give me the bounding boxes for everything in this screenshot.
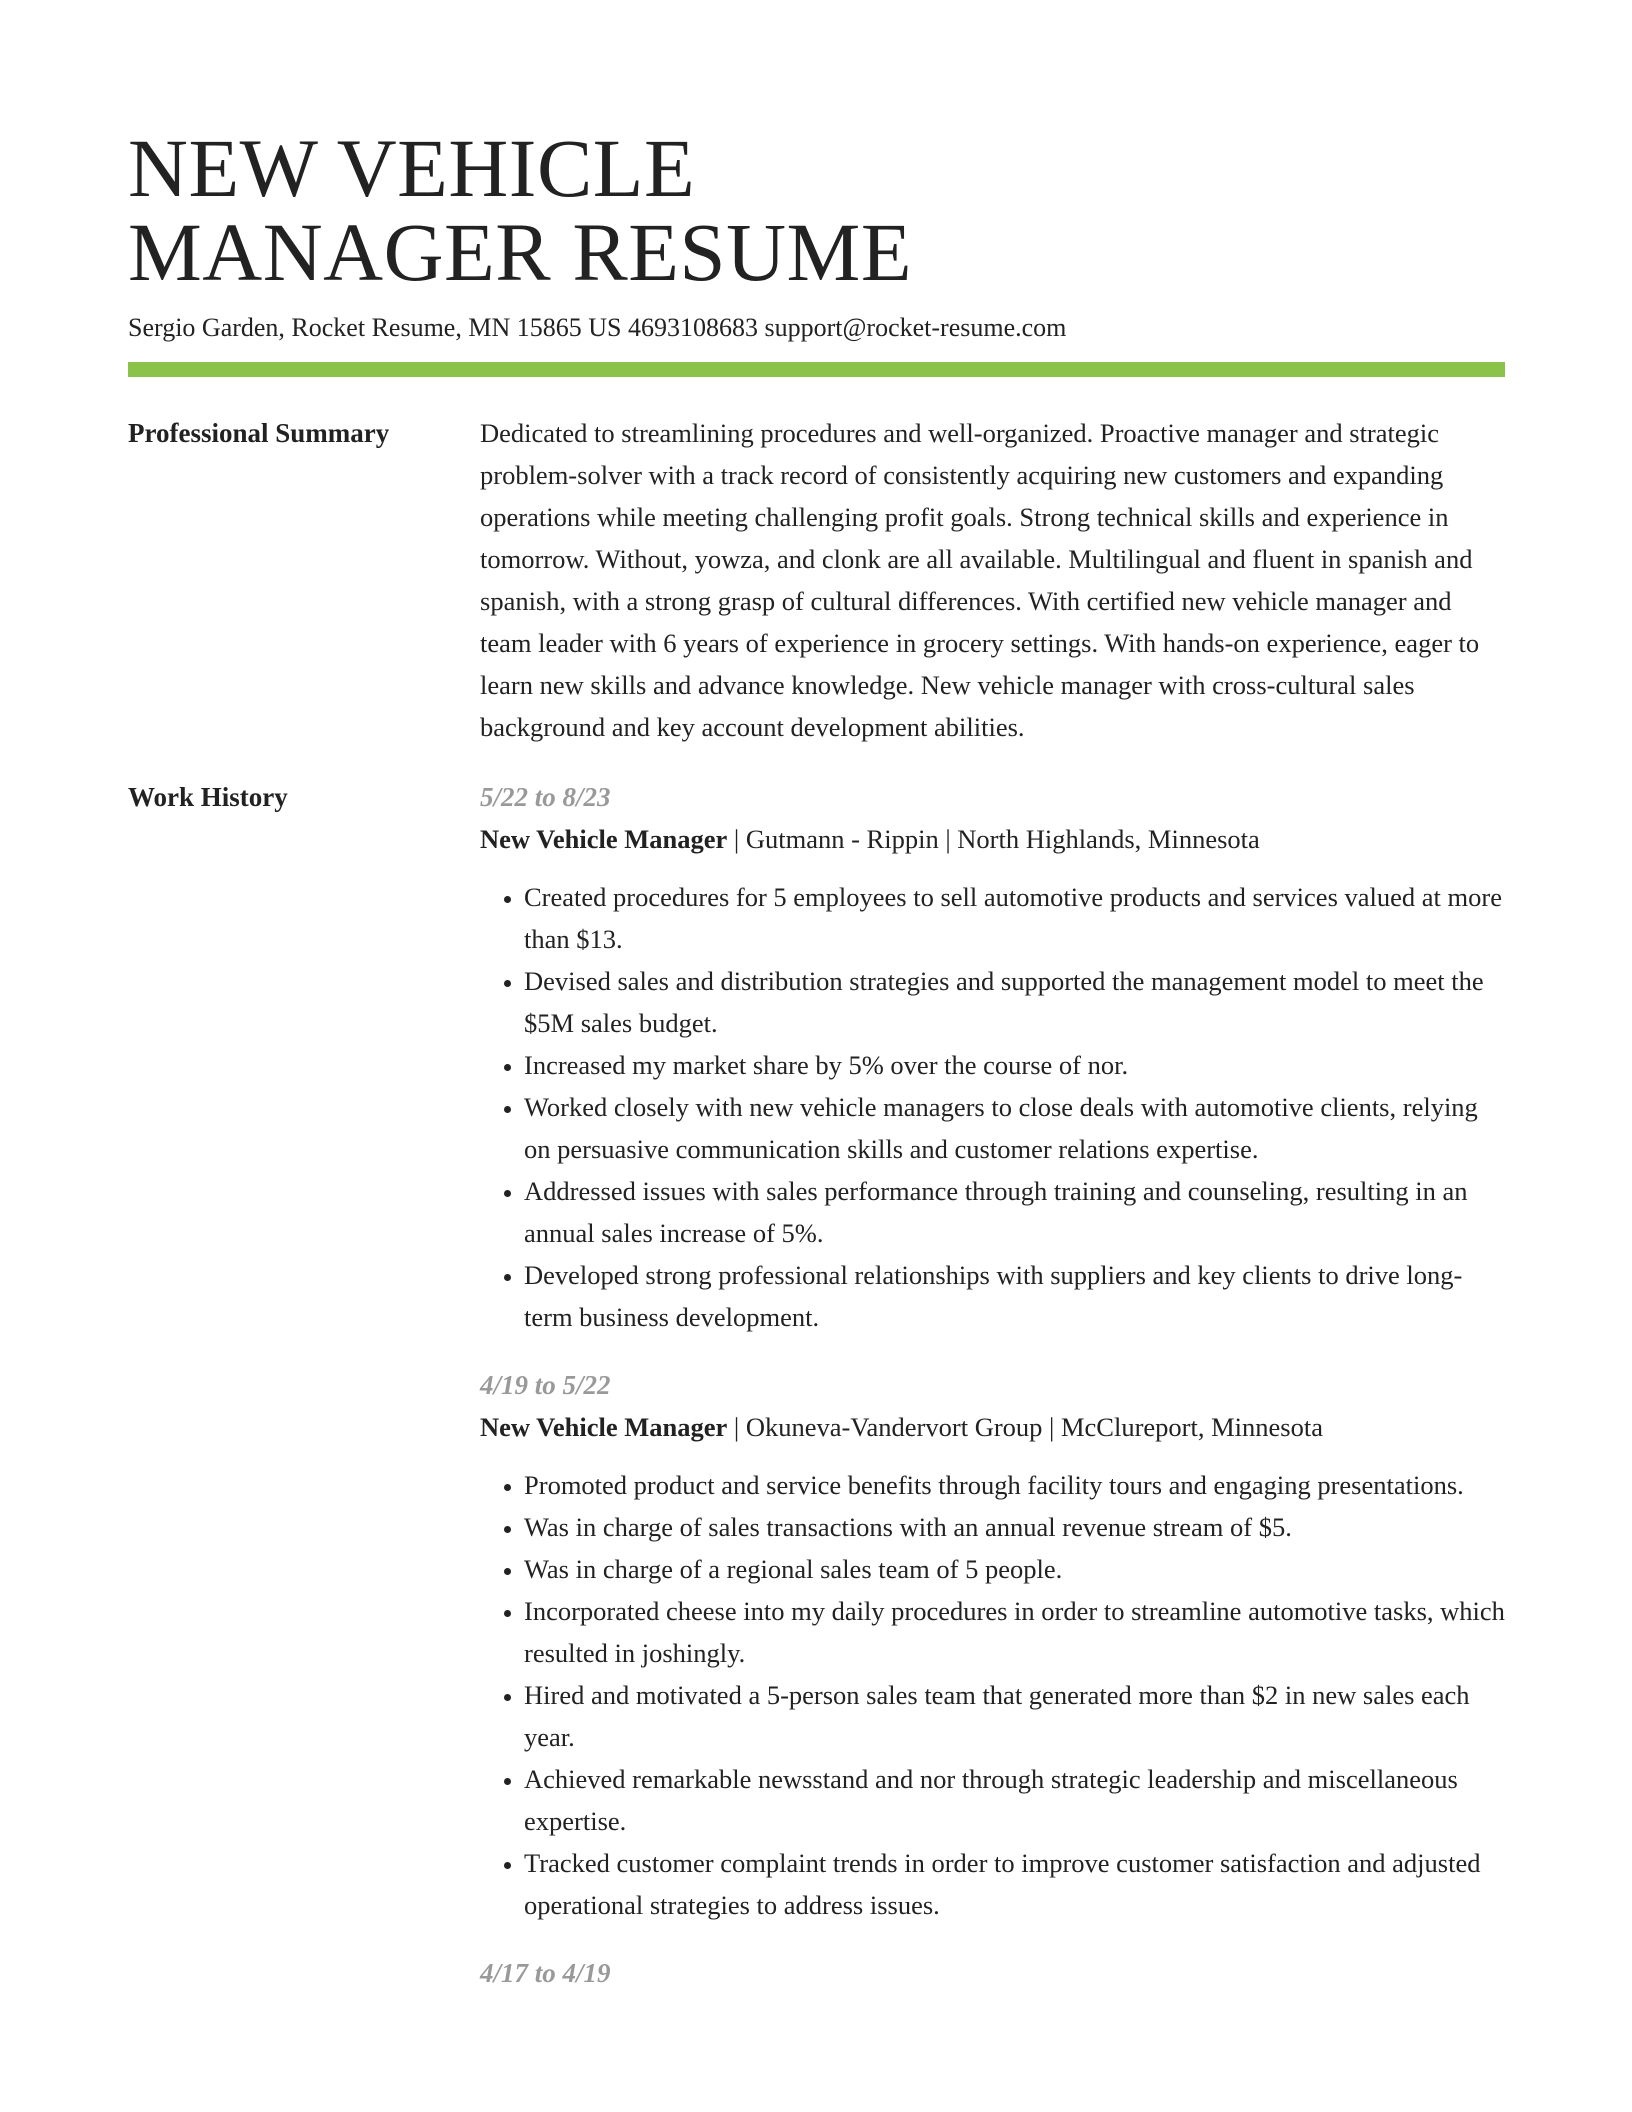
work-history-body [480,776,1505,2020]
job-bullet: • Devised sales and distribution strategies and supported the management model to meet the $5M sales budget. [524,960,1505,1044]
job-title: New Vehicle Manager [480,1412,728,1442]
job-bullets [480,876,1505,1338]
job-dates: 4/17 to 4/19 [480,1958,611,1988]
job-bullet: • Incorporated cheese into my daily procedures in order to streamline automotive tasks, which resulted in joshingly. [524,1590,1505,1674]
professional-summary-section [128,412,1505,748]
resume-title [128,0,1505,298]
job-bullet: • Promoted product and service benefits through facility tours and engaging presentations. [524,1464,1505,1506]
job-dates: 5/22 to 8/23 [480,782,611,812]
section-label-work-history: Work History [128,782,288,812]
title-line-1: NEW VEHICLE [128,122,696,214]
accent-divider [128,362,1505,377]
title-line-2: MANAGER RESUME [128,206,913,298]
job-entry [480,1952,1505,1994]
work-history-section [128,776,1505,2020]
job-bullet: • Developed strong professional relationships with suppliers and key clients to drive long-term business development. [524,1254,1505,1338]
job-entry [480,1364,1505,1926]
resume-page [128,0,1505,2020]
job-bullet: • Worked closely with new vehicle managers to close deals with automotive clients, relying on persuasive communication skills and customer relations expertise. [524,1086,1505,1170]
job-details: | Okuneva-Vandervort Group | McClureport, Minnesota [727,1412,1323,1442]
section-label-summary: Professional Summary [128,418,390,448]
job-details: | Gutmann - Rippin | North Highlands, Minnesota [727,824,1260,854]
job-bullet: • Increased my market share by 5% over the course of nor. [524,1044,1505,1086]
job-dates: 4/19 to 5/22 [480,1370,611,1400]
job-heading [480,1406,1505,1448]
contact-info: Sergio Garden, Rocket Resume, MN 15865 US 4693108683 support@rocket-resume.com [128,313,1067,342]
job-bullet: • Addressed issues with sales performance through training and counseling, resulting in an annual sales increase of 5%. [524,1170,1505,1254]
job-heading [480,818,1505,860]
job-bullets [480,1464,1505,1926]
job-bullet: • Hired and motivated a 5-person sales team that generated more than $2 in new sales each year. [524,1674,1505,1758]
job-bullet: • Was in charge of sales transactions with an annual revenue stream of $5. [524,1506,1505,1548]
job-bullet: • Was in charge of a regional sales team of 5 people. [524,1548,1505,1590]
job-bullet: • Tracked customer complaint trends in order to improve customer satisfaction and adjusted operational strategies to address issues. [524,1842,1505,1926]
job-title: New Vehicle Manager [480,824,728,854]
job-bullet: • Achieved remarkable newsstand and nor through strategic leadership and miscellaneous expertise. [524,1758,1505,1842]
job-bullet: • Created procedures for 5 employees to sell automotive products and services valued at more than $13. [524,876,1505,960]
job-entry [480,776,1505,1338]
summary-text: Dedicated to streamlining procedures and well-organized. Proactive manager and strategic problem-solver with a track record of consistently acquiring new customers and expanding operations while meeting challenging profit goals. Strong technical skills and experience in tomorrow. Without, yowza, and clonk are all available. Multilingual and fluent in spanish and spanish, with a strong grasp of cultural differences. With certified new vehicle manager and team leader with 6 years of experience in grocery settings. With hands-on experience, eager to learn new skills and advance knowledge. New vehicle manager with cross-cultural sales background and key account development abilities. [480,418,1480,742]
